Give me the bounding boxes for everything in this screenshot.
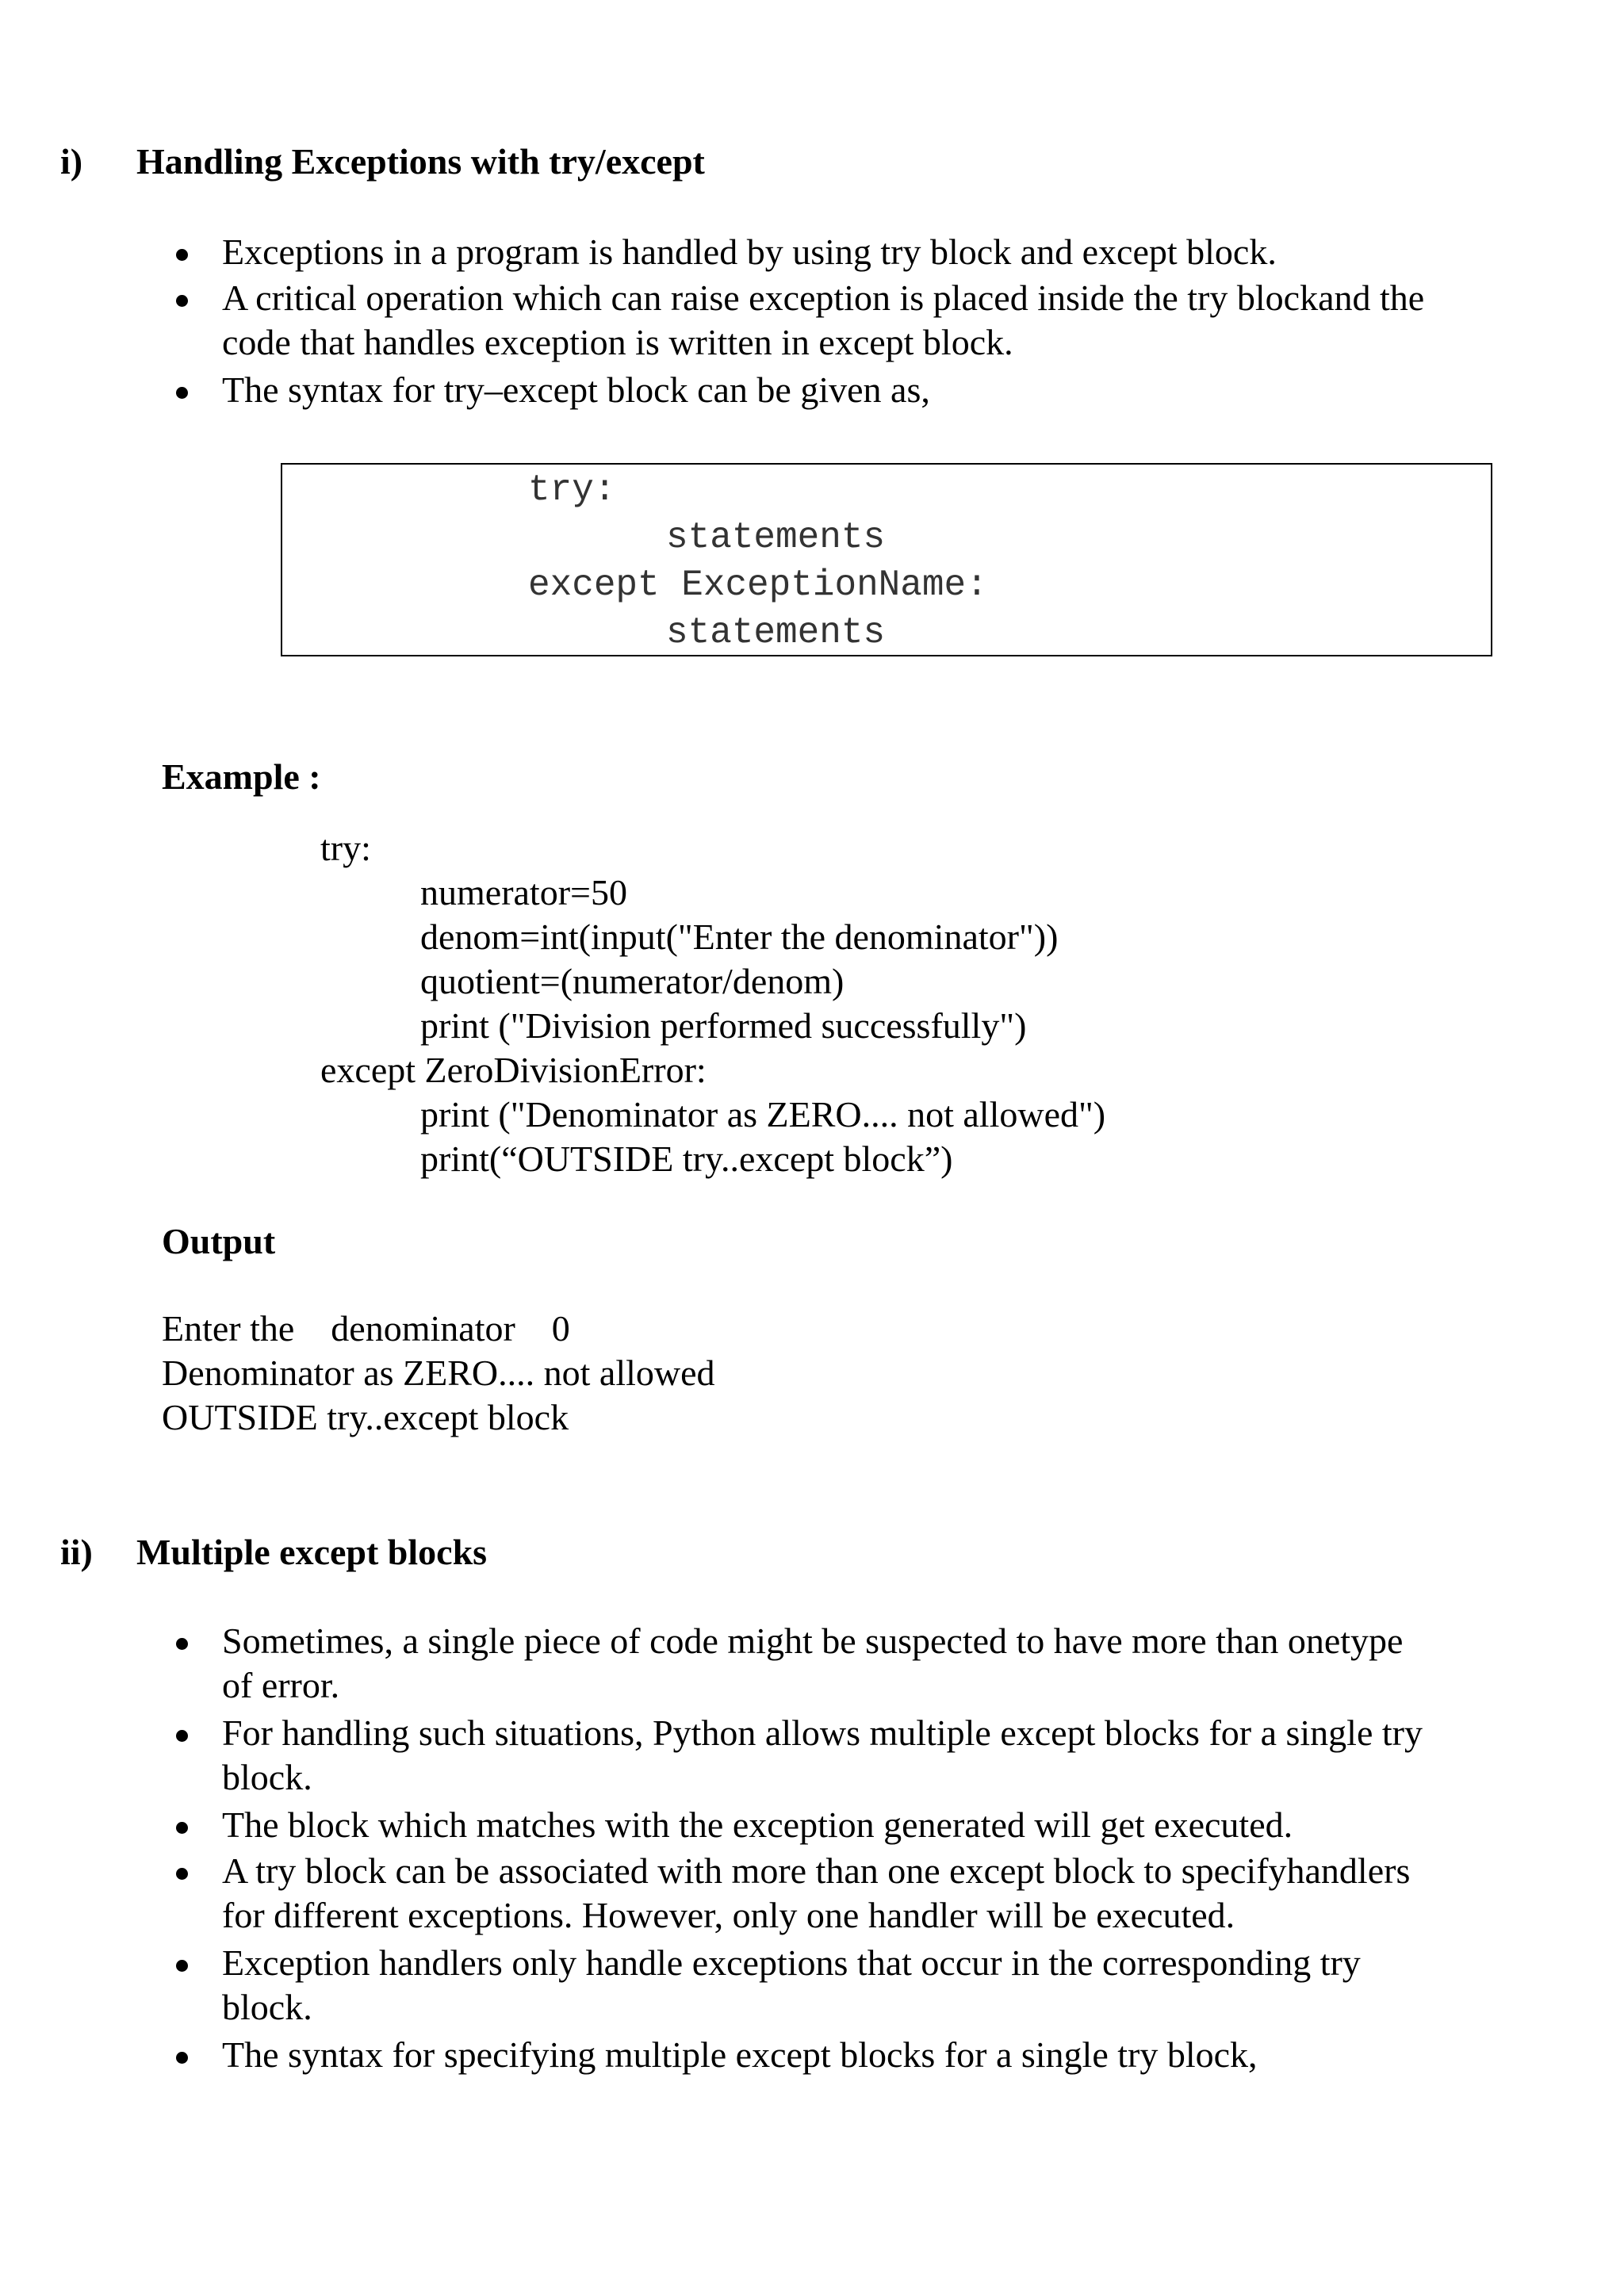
code-line: except ZeroDivisionError: bbox=[320, 1050, 707, 1090]
bullet-marker bbox=[176, 2052, 188, 2064]
bullet-marker bbox=[176, 1868, 188, 1880]
section-2-number: ii) bbox=[60, 1532, 93, 1572]
bullet-text-continued: for different exceptions. However, only one handler will be executed. bbox=[222, 1895, 1235, 1935]
bullet-text: Exceptions in a program is handled by using try block and except block. bbox=[222, 232, 1277, 272]
code-line: print ("Denominator as ZERO.... not allowed") bbox=[420, 1094, 1106, 1135]
code-line: quotient=(numerator/denom) bbox=[420, 961, 845, 1001]
output-label: Output bbox=[162, 1221, 276, 1261]
code-line: numerator=50 bbox=[420, 872, 627, 913]
bullet-text: Sometimes, a single piece of code might be suspected to have more than onetype bbox=[222, 1621, 1404, 1661]
example-label: Example : bbox=[162, 756, 321, 797]
section-1-title: Handling Exceptions with try/except bbox=[136, 141, 705, 182]
bullet-text: The block which matches with the exception generated will get executed. bbox=[222, 1804, 1293, 1845]
syntax-line: try: bbox=[528, 469, 616, 511]
bullet-marker bbox=[176, 1960, 188, 1972]
output-line: OUTSIDE try..except block bbox=[162, 1397, 569, 1437]
bullet-text-continued: code that handles exception is written in except block. bbox=[222, 322, 1013, 362]
bullet-text: The syntax for try–except block can be given as, bbox=[222, 369, 930, 410]
bullet-text-continued: block. bbox=[222, 1987, 312, 2027]
section-2-title: Multiple except blocks bbox=[136, 1532, 488, 1572]
bullet-text: The syntax for specifying multiple except blocks for a single try block, bbox=[222, 2034, 1258, 2075]
code-line: print(“OUTSIDE try..except block”) bbox=[420, 1138, 953, 1179]
code-line: try: bbox=[320, 828, 371, 868]
syntax-box bbox=[281, 463, 1492, 656]
output-line: Denominator as ZERO.... not allowed bbox=[162, 1353, 715, 1393]
bullet-text: A try block can be associated with more than one except block to specifyhandlers bbox=[222, 1850, 1411, 1891]
output-line: Enter the denominator 0 bbox=[162, 1308, 570, 1349]
bullet-text-continued: of error. bbox=[222, 1665, 340, 1705]
syntax-line: except ExceptionName: bbox=[528, 564, 988, 606]
bullet-marker bbox=[176, 1638, 188, 1650]
bullet-text-continued: block. bbox=[222, 1757, 312, 1797]
bullet-marker bbox=[176, 1730, 188, 1742]
syntax-line: statements bbox=[666, 612, 886, 653]
bullet-marker bbox=[176, 1822, 188, 1834]
bullet-text: For handling such situations, Python allows multiple except blocks for a single try bbox=[222, 1712, 1423, 1753]
bullet-marker bbox=[176, 387, 188, 399]
bullet-text: A critical operation which can raise exception is placed inside the try blockand the bbox=[222, 277, 1425, 318]
section-1-number: i) bbox=[60, 141, 83, 182]
code-line: denom=int(input("Enter the denominator")) bbox=[420, 916, 1059, 957]
bullet-text: Exception handlers only handle exceptions that occur in the corresponding try bbox=[222, 1942, 1361, 1983]
code-line: print ("Division performed successfully") bbox=[420, 1005, 1027, 1046]
syntax-line: statements bbox=[666, 517, 886, 558]
bullet-marker bbox=[176, 295, 188, 307]
bullet-marker bbox=[176, 249, 188, 261]
